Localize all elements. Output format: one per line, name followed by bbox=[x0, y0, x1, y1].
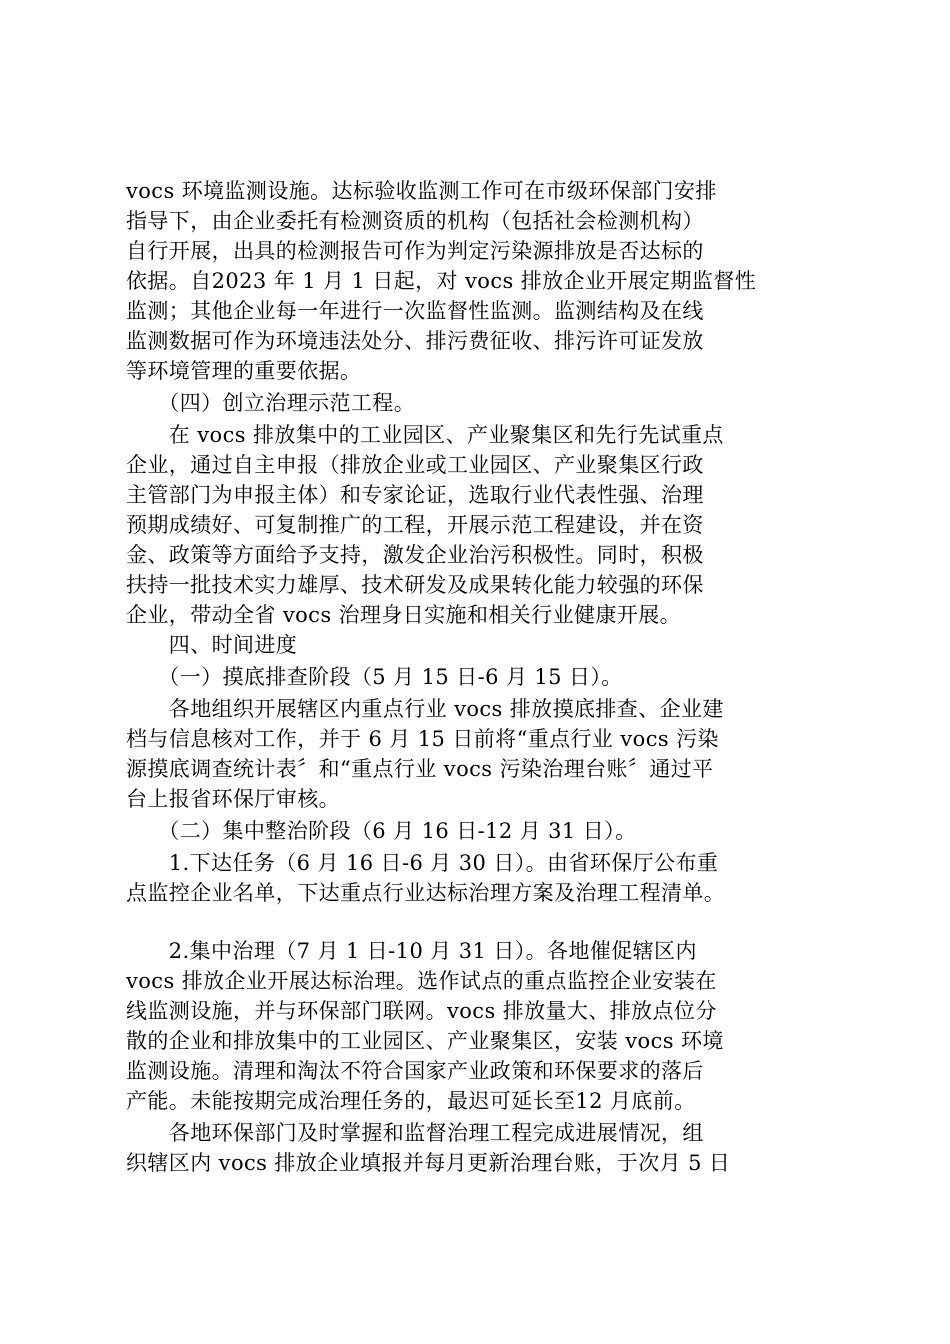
text-line: 企业，通过自主申报（排放企业或工业园区、产业聚集区行政 bbox=[126, 453, 704, 477]
text-line: 2.集中治理（7 月 1 日-10 月 31 日）。各地催促辖区内 bbox=[126, 939, 697, 963]
text-line: 织辖区内 vocs 排放企业填报并每月更新治理台账，于次月 5 日 bbox=[126, 1151, 731, 1175]
section-heading: （四）创立治理示范工程。 bbox=[126, 391, 416, 415]
text-line: 依据。自2023 年 1 月 1 日起，对 vocs 排放企业开展定期监督性 bbox=[126, 269, 757, 293]
text-line: 企业，带动全省 vocs 治理身日实施和相关行业健康开展。 bbox=[126, 603, 681, 627]
text-line: 档与信息核对工作，并于 6 月 15 日前将“重点行业 vocs 污染 bbox=[126, 727, 719, 751]
text-line: 线监测设施，并与环保部门联网。vocs 排放量大、排放点位分 bbox=[126, 999, 717, 1023]
text-line: vocs 环境监测设施。达标验收监测工作可在市级环保部门安排 bbox=[126, 179, 717, 203]
text-line: 监测设施。清理和淘汰不符合国家产业政策和环保要求的落后 bbox=[126, 1059, 704, 1083]
section-heading: （二）集中整治阶段（6 月 16 日-12 月 31 日）。 bbox=[126, 819, 637, 843]
text-line: vocs 排放企业开展达标治理。选作试点的重点监控企业安装在 bbox=[126, 969, 717, 993]
text-line: 等环境管理的重要依据。 bbox=[126, 359, 362, 383]
text-line: 产能。未能按期完成治理任务的，最迟可延长至12 月底前。 bbox=[126, 1089, 696, 1113]
text-line: 在 vocs 排放集中的工业园区、产业聚集区和先行先试重点 bbox=[126, 423, 724, 447]
text-line: 自行开展，出具的检测报告可作为判定污染源排放是否达标的 bbox=[126, 239, 704, 263]
text-line: 扶持一批技术实力雄厚、技术研发及成果转化能力较强的环保 bbox=[126, 573, 704, 597]
text-line: 预期成绩好、可复制推广的工程，开展示范工程建设，并在资 bbox=[126, 513, 704, 537]
text-line: 各地环保部门及时掌握和监督治理工程完成进展情况，组 bbox=[126, 1121, 704, 1145]
section-heading: （一）摸底排查阶段（5 月 15 日-6 月 15 日）。 bbox=[126, 665, 623, 689]
text-line: 点监控企业名单，下达重点行业达标治理方案及治理工程清单。 bbox=[126, 881, 726, 905]
section-heading: 四、时间进度 bbox=[126, 633, 298, 657]
text-line: 金、政策等方面给予支持，激发企业治污积极性。同时，积极 bbox=[126, 543, 704, 567]
text-line: 台上报省环保厅审核。 bbox=[126, 787, 340, 811]
text-line: 监测数据可作为环境违法处分、排污费征收、排污许可证发放 bbox=[126, 329, 704, 353]
text-line: 监测；其他企业每一年进行一次监督性监测。监测结构及在线 bbox=[126, 299, 704, 323]
text-line: 各地组织开展辖区内重点行业 vocs 排放摸底排查、企业建 bbox=[126, 697, 724, 721]
text-line: 指导下，由企业委托有检测资质的机构（包括社会检测机构） bbox=[126, 209, 704, 233]
text-line: 散的企业和排放集中的工业园区、产业聚集区，安装 vocs 环境 bbox=[126, 1029, 724, 1053]
text-line: 1.下达任务（6 月 16 日-6 月 30 日）。由省环保厅公布重 bbox=[126, 851, 719, 875]
text-line: 源摸底调查统计表〞和“重点行业 vocs 污染治理台账〞通过平 bbox=[126, 757, 714, 781]
text-line: 主管部门为申报主体）和专家论证，选取行业代表性强、治理 bbox=[126, 483, 704, 507]
